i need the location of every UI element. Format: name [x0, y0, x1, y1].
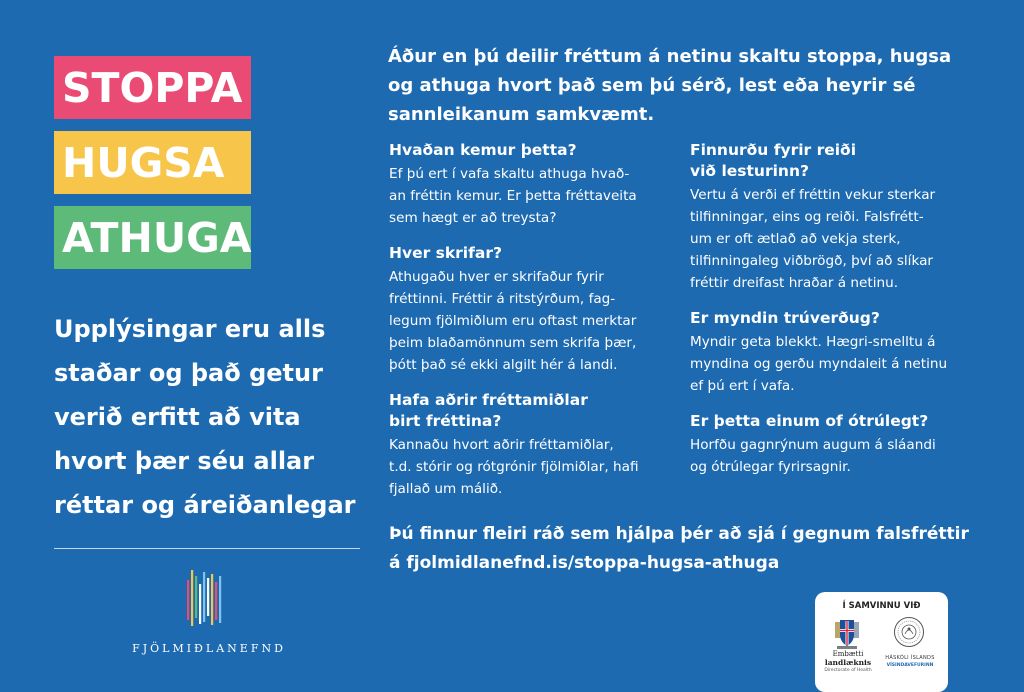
iceland-crest-icon — [833, 616, 861, 650]
tip-heading: Hver skrifar? — [389, 244, 502, 262]
tip-heading: Hvaðan kemur þetta? — [389, 141, 577, 159]
tip-heading: Er þetta einum of ótrúlegt? — [690, 412, 929, 430]
tip-heading: Er myndin trúverðug? — [690, 309, 880, 327]
stoppa-label: STOPPA — [54, 56, 251, 119]
tip-image — [690, 308, 980, 397]
tagline-line: réttar og áreiðanlegar — [54, 491, 356, 519]
logo-bar — [215, 582, 217, 620]
intro-line: sannleikanum samkvæmt. — [388, 104, 655, 125]
tagline — [54, 307, 374, 527]
tagline-line: verið erfitt að vita — [54, 403, 301, 431]
partners-title: Í SAMVINNU VIÐ — [842, 601, 921, 611]
embaetti-sub: Directorate of Health — [824, 668, 872, 673]
embaetti-line1: Embætti — [832, 650, 864, 658]
tip-body: Myndir geta blekkt. Hægri-smelltu á myndina og gerðu myndaleit á netinu ef þú ert í vafa. — [690, 334, 948, 394]
divider — [54, 548, 360, 549]
hi-sub: VÍSINDAVEFURINN — [886, 663, 934, 668]
partners-card — [815, 592, 948, 692]
logo-name: FJÖLMIÐLANEFND — [132, 642, 286, 655]
footer-link-line: á fjolmidlanefnd.is/stoppa-hugsa-athuga — [389, 553, 780, 573]
tip-body: Ef þú ert í vafa skaltu athuga hvað- an fréttin kemur. Er þetta fréttaveita sem hægt er að treysta? — [389, 166, 637, 226]
tip-author — [389, 243, 679, 376]
tagline-line: staðar og það getur — [54, 359, 323, 387]
hi-name: HÁSKÓLI ÍSLANDS — [885, 655, 935, 661]
tagline-line: hvort þær séu allar — [54, 447, 315, 475]
athuga-label: ATHUGA — [54, 206, 251, 269]
logo-bar — [191, 570, 193, 626]
tip-source — [389, 140, 679, 229]
logo-bar — [187, 580, 189, 620]
fjolmidlanefnd-logo-icon — [185, 570, 225, 628]
embaetti-line2: landlæknis — [824, 658, 872, 667]
logo-bar — [207, 578, 209, 616]
tip-too-good — [690, 411, 980, 478]
tip-anger — [690, 140, 980, 294]
intro-text — [388, 42, 988, 129]
tip-body: Vertu á verði ef fréttin vekur sterkar tilfinningar, eins og reiði. Falsfrétt- um er oft ætlað að vekja sterk, tilfinningaleg viðbrögð, því að slíkar fréttir dreifast hraðar á netinu. — [690, 187, 936, 291]
hugsa-label: HUGSA — [54, 131, 251, 194]
tip-body: Horfðu gagnrýnum augum á sláandi og ótrúlegar fyrirsagnir. — [690, 437, 936, 475]
intro-line: Áður en þú deilir fréttum á netinu skaltu stoppa, hugsa — [388, 46, 952, 67]
tip-other-media — [389, 390, 679, 500]
logo-bar — [199, 584, 201, 624]
tagline-line: Upplýsingar eru alls — [54, 315, 326, 343]
tip-heading: Hafa aðrir fréttamiðlar birt fréttina? — [389, 391, 588, 430]
logo-bar — [195, 576, 197, 618]
logo-bar — [211, 574, 213, 625]
tip-body: Athugaðu hver er skrifaður fyrir fréttinni. Fréttir á ritstýrðum, fag- legum fjölmiðlum eru oftast merktar þeim blaðamönnum sem skrifa þær, þótt það sé ekki algilt hér á landi. — [389, 269, 637, 373]
tips-column-right — [690, 140, 980, 492]
footer-line: Þú finnur fleiri ráð sem hjálpa þér að sjá í gegnum falsfréttir — [389, 524, 969, 544]
logo-bar — [219, 576, 221, 623]
university-seal-icon — [893, 616, 925, 648]
footer-text — [389, 520, 989, 578]
tip-body: Kannaðu hvort aðrir fréttamiðlar, t.d. stórir og rótgrónir fjölmiðlar, hafi fjallað um málið. — [389, 437, 639, 497]
tips-column-left — [389, 140, 679, 514]
logo-bar — [203, 572, 205, 622]
intro-line: og athuga hvort það sem þú sérð, lest eða heyrir sé — [388, 75, 916, 96]
tip-heading: Finnurðu fyrir reiði við lesturinn? — [690, 141, 857, 180]
